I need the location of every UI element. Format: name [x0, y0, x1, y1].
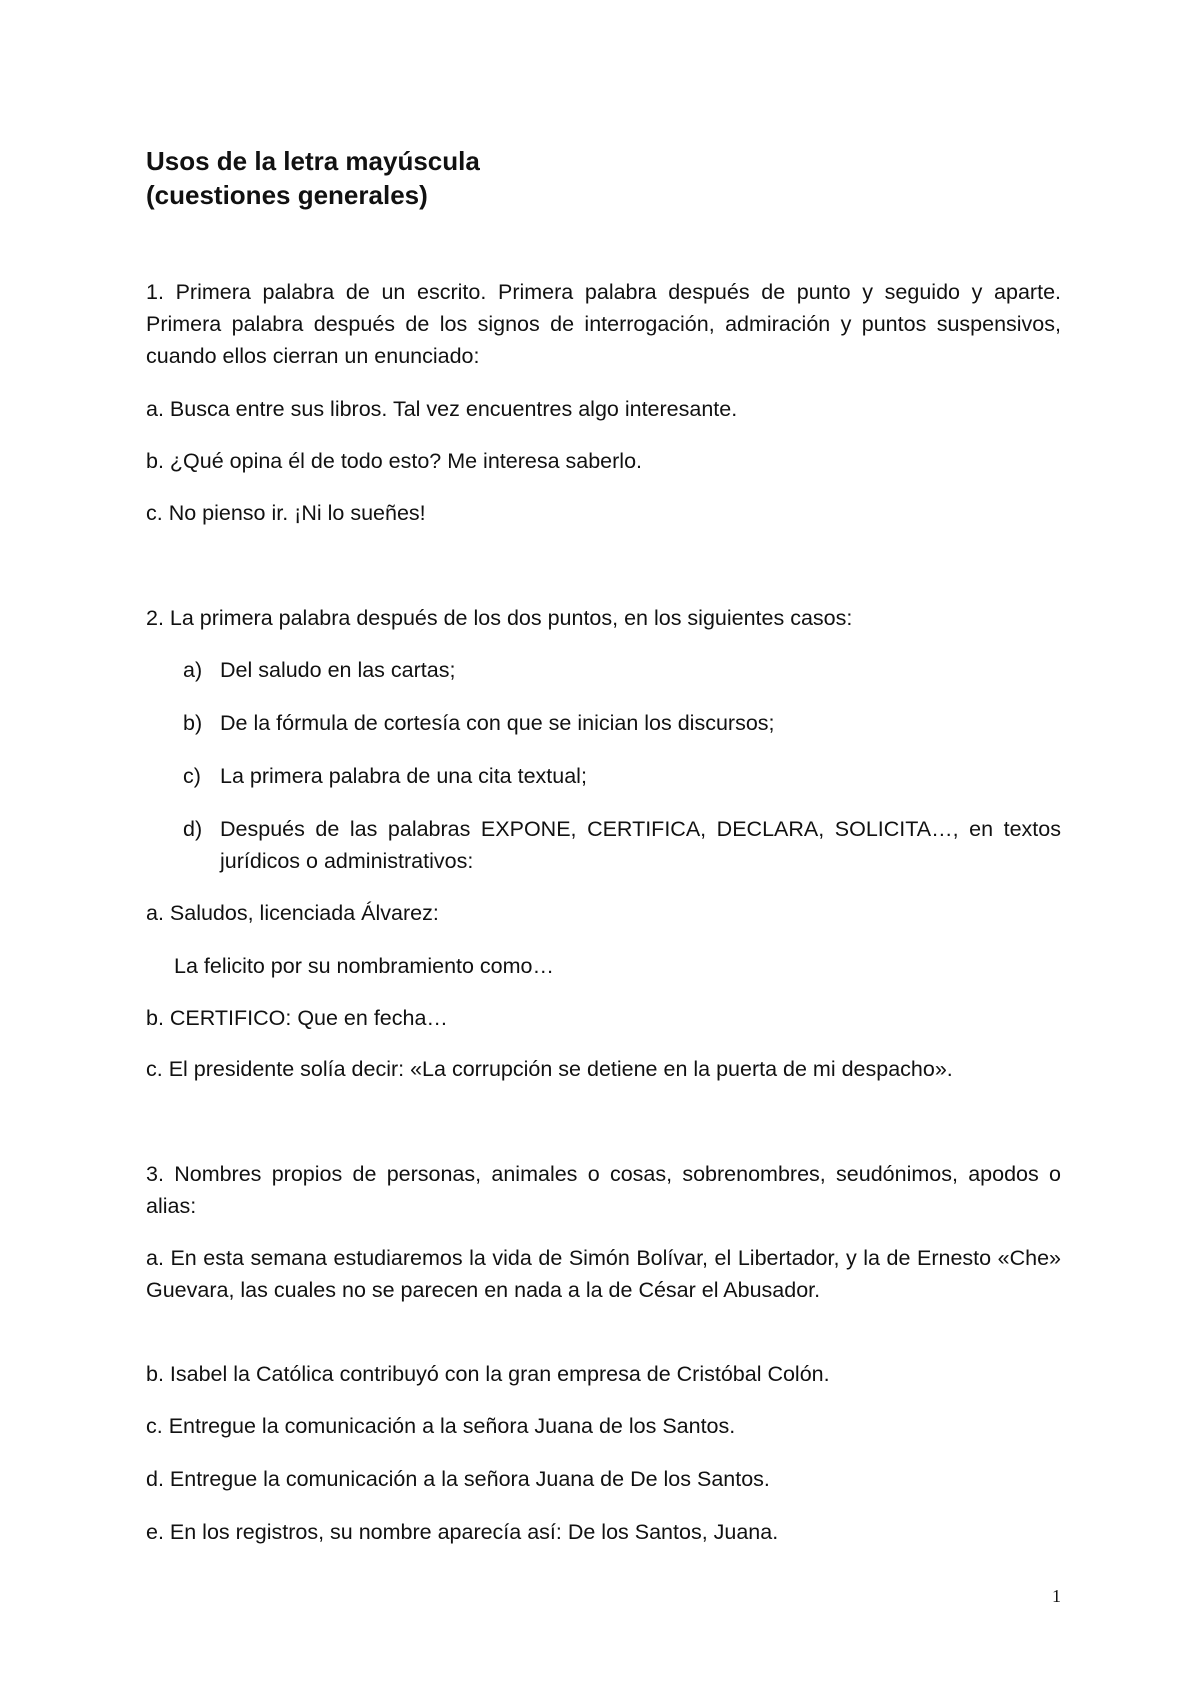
section-1-heading: 1. Primera palabra de un escrito. Primera palabra después de punto y seguido y aparte. Primera palabra después de los signos de interrogación, admiración y puntos suspensivos, cuando ellos cierran un enunciado:	[146, 280, 1061, 368]
section-2-case-b	[183, 707, 1061, 739]
title-line-1: Usos de la letra mayúscula	[146, 146, 480, 176]
section-3-heading: 3. Nombres propios de personas, animales o cosas, sobrenombres, seudónimos, apodos o alias:	[146, 1162, 1061, 1218]
section-1-example-a: a. Busca entre sus libros. Tal vez encuentres algo interesante.	[146, 397, 738, 421]
list-marker: a)	[183, 658, 203, 682]
section-3-example-a: a. En esta semana estudiaremos la vida de Simón Bolívar, el Libertador, y la de Ernesto «Che» Guevara, las cuales no se parecen en nada a la de César el Abusador.	[146, 1246, 1061, 1302]
section-2-heading: 2. La primera palabra después de los dos puntos, en los siguientes casos:	[146, 606, 853, 630]
section-2-case-a	[183, 654, 1061, 686]
title-line-2: (cuestiones generales)	[146, 180, 428, 210]
list-marker: b)	[183, 711, 203, 735]
list-marker: c)	[183, 764, 201, 788]
section-2-example-b: b. CERTIFICO: Que en fecha…	[146, 1006, 448, 1030]
section-2-example-c: c. El presidente solía decir: «La corrupción se detiene en la puerta de mi despacho».	[146, 1057, 953, 1081]
document-title	[146, 144, 480, 212]
section-1-example-b: b. ¿Qué opina él de todo esto? Me interesa saberlo.	[146, 449, 643, 473]
list-marker: d)	[183, 817, 203, 841]
section-2-example-a: a. Saludos, licenciada Álvarez:	[146, 901, 439, 925]
section-2-case-c	[183, 760, 1061, 792]
section-2-case-d	[183, 813, 1061, 877]
list-text: Después de las palabras EXPONE, CERTIFICA, DECLARA, SOLICITA…, en textos jurídicos o administrativos:	[220, 817, 1061, 873]
list-text: Del saludo en las cartas;	[220, 658, 456, 682]
page-number: 1	[1052, 1586, 1061, 1606]
section-2-example-a-body: La felicito por su nombramiento como…	[174, 954, 555, 978]
section-1-example-c: c. No pienso ir. ¡Ni lo sueñes!	[146, 501, 426, 525]
list-text: De la fórmula de cortesía con que se inician los discursos;	[220, 711, 775, 735]
section-3-example-e: e. En los registros, su nombre aparecía así: De los Santos, Juana.	[146, 1520, 779, 1544]
section-3-example-c: c. Entregue la comunicación a la señora Juana de los Santos.	[146, 1414, 736, 1438]
section-3-example-b: b. Isabel la Católica contribuyó con la gran empresa de Cristóbal Colón.	[146, 1362, 830, 1386]
section-3-example-d: d. Entregue la comunicación a la señora Juana de De los Santos.	[146, 1467, 770, 1491]
list-text: La primera palabra de una cita textual;	[220, 764, 587, 788]
